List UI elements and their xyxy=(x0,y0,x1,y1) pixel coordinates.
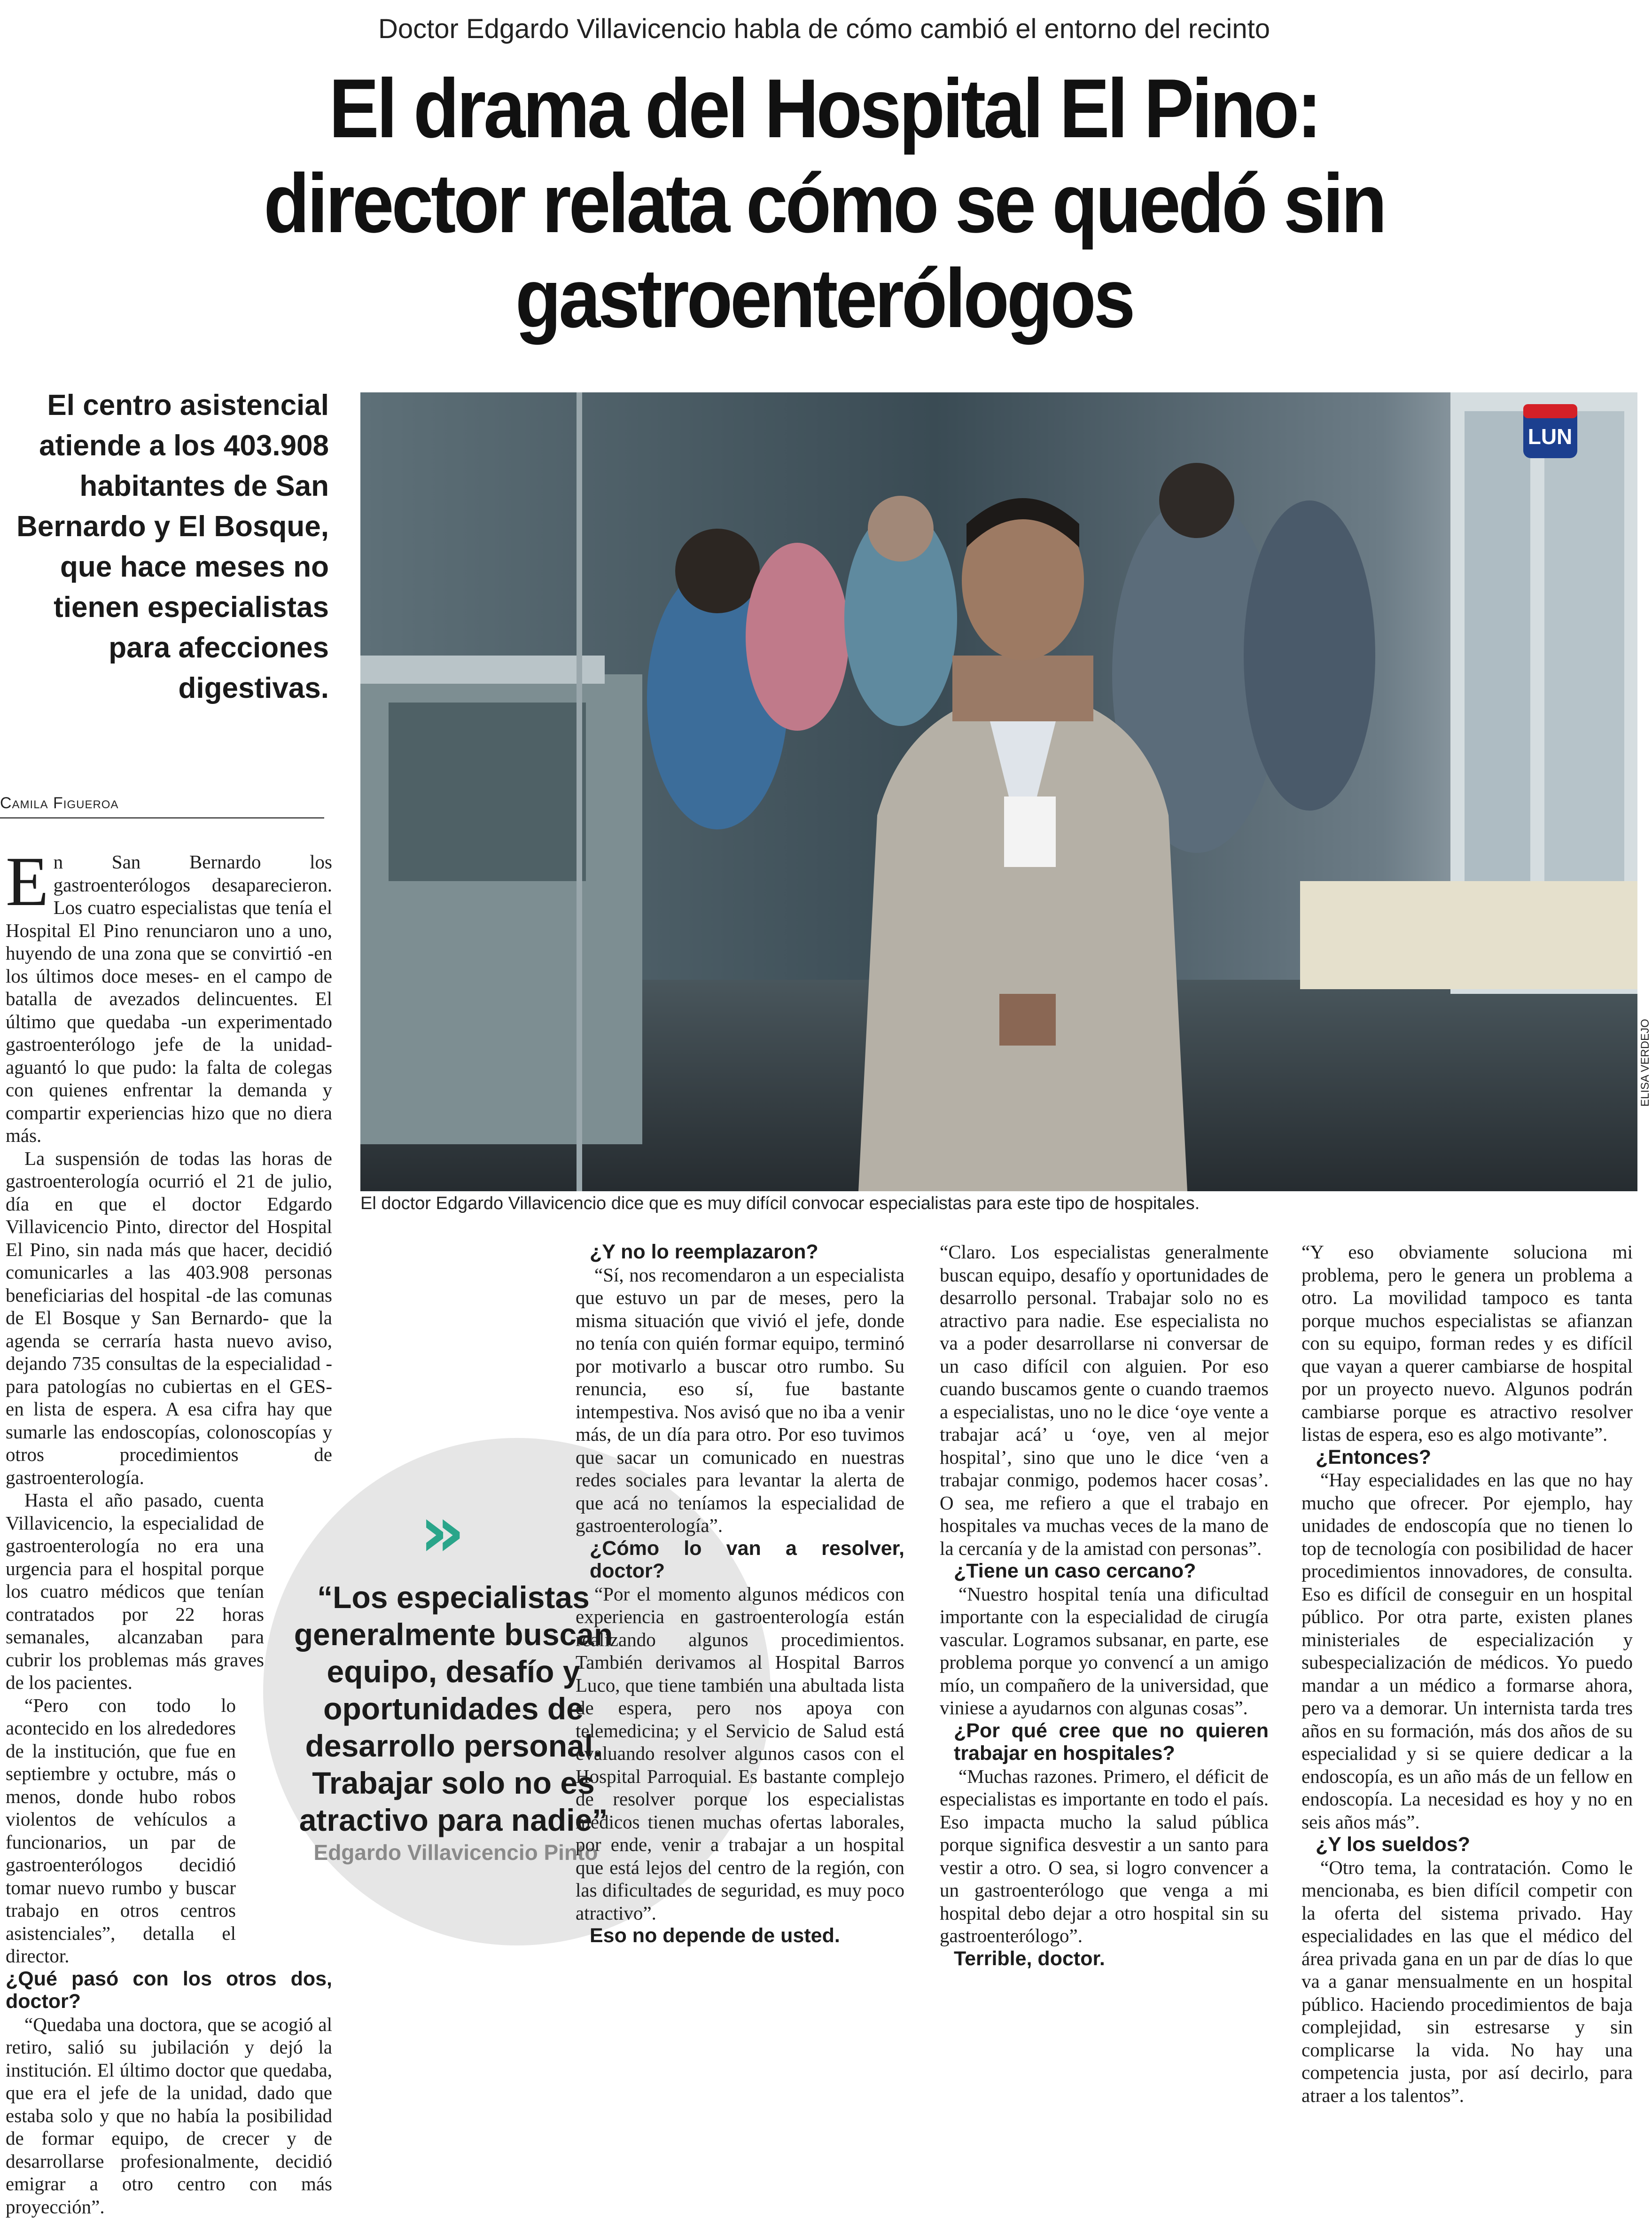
lun-logo xyxy=(1523,404,1577,458)
article-column-4 xyxy=(1301,1241,1633,2107)
double-chevron-icon: » xyxy=(420,1497,465,1567)
question-7: Terrible, doctor. xyxy=(940,1947,1269,1970)
question-3: ¿Cómo lo van a resolver, doctor? xyxy=(576,1537,904,1583)
question-2: ¿Y no lo reemplazaron? xyxy=(576,1241,904,1264)
question-9: ¿Y los sueldos? xyxy=(1301,1833,1633,1856)
paragraph-10: “Muchas razones. Primero, el déficit de especialistas es importante en todo el país. Eso impacta mucho la salud pública porque significa desvestir a un santo para vestir a otro. O sea, si logro convencer a un gastroenterólogo que venga a mi hospital debo dejar a otro hospital sin su gastroenterólogo”. xyxy=(940,1765,1269,1947)
question-1: ¿Qué pasó con los otros dos, doctor? xyxy=(6,1968,332,2013)
paragraph-3: Hasta el año pasado, cuenta Villavicencio, la especialidad de gastroenterología no era una urgencia para el hospital porque los cuatro médicos que tenían contratados por 22 horas semanales, alcanzaban para cubrir los problemas más graves de los pacientes. xyxy=(6,1489,264,1694)
lead-paragraph: El centro asistencial atiende a los 403.908 habitantes de San Bernardo y El Bosque, que hace meses no tienen especialistas para afecciones digestivas. xyxy=(9,385,329,709)
paragraph-1 xyxy=(6,851,332,1147)
photo-caption: El doctor Edgardo Villavicencio dice que es muy difícil convocar especialistas para este tipo de hospitales. xyxy=(360,1194,1637,1214)
article-column-3 xyxy=(940,1241,1269,1970)
paragraph-1-text: n San Bernardo los gastroenterólogos desaparecieron. Los cuatro especialistas que tenía el Hospital El Pino renunciaron uno a uno, huyendo de una zona que se convirtió -en los últimos doce meses- en el campo de batalla de avezados delincuentes. El último que quedaba -un experimentado gastroenterólogo jefe de la unidad- aguantó lo que pudo: la falta de colegas con quienes enfrentar la demanda y compartir experiencias hizo que no diera más. xyxy=(6,851,332,1146)
paragraph-11: “Y eso obviamente soluciona mi problema, pero le genera un problema a otro. La movilidad tampoco es tanta porque muchos especialistas se afianzan con su equipo, forman redes y es difícil que vayan a querer cambiarse de hospital por un proyecto nuevo. Algunos podrán cambiarse porque es atractivo resolver listas de espera, eso es algo motivante”. xyxy=(1301,1241,1633,1446)
kicker: Doctor Edgardo Villavicencio habla de cómo cambió el entorno del recinto xyxy=(0,13,1648,45)
question-4: Eso no depende de usted. xyxy=(576,1924,904,1947)
svg-text:LUN: LUN xyxy=(1528,424,1573,449)
hospital-corridor-photo xyxy=(360,392,1637,1191)
paragraph-8: “Claro. Los especialistas generalmente buscan equipo, desafío y oportunidades de desarrollo personal. Trabajar solo no es atractivo para nadie. Ese especialista no va a poder desarrollarse ni conversar de un caso difícil con alguien. Por eso cuando buscamos gente o cuando traemos a especialistas, uno no le dice ‘oye vente a trabajar acá’ u ‘oye, ven al mejor hospital’, sino que uno le dice ‘ven a trabajar conmigo, podemos hacer cosas’. O sea, me refiero a que el trabajo en hospitales va muchas veces de la mano de la cercanía y de la amistad con personas”. xyxy=(940,1241,1269,1560)
paragraph-7: “Por el momento algunos médicos con experiencia en gastroenterología están realizando algunos procedimientos. También derivamos al Hospital Barros Luco, que tiene también una abultada lista de espera, pero nos apoya con telemedicina; y el Servicio de Salud está evaluando resolver algunos casos con el Hospital Parroquial. Es bastante complejo de resolver porque los especialistas médicos tienen muchas ofertas laborales, por ende, venir a trabajar a un hospital que está lejos del centro de la región, con las dificultades de seguridad, es muy poco atractivo”. xyxy=(576,1583,904,1925)
paragraph-6: “Sí, nos recomendaron a un especialista que estuvo un par de meses, pero la misma situación que vivió el jefe, donde no tenía con quién formar equipo, terminó por motivarlo a buscar otro rumbo. Su renuncia, eso sí, fue bastante intempestiva. Nos avisó que no iba a venir más, de un día para otro. Por eso tuvimos que sacar un comunicado en nuestras redes sociales para levantar la alerta de que acá no teníamos la especialidad de gastroenterología”. xyxy=(576,1264,904,1537)
question-8: ¿Entonces? xyxy=(1301,1446,1633,1469)
headline xyxy=(133,61,1515,346)
headline-line-2: director relata cómo se quedó sin xyxy=(133,156,1515,251)
paragraph-13: “Otro tema, la contratación. Como le mencionaba, es bien difícil competir con la oferta del sistema privado. Hay especialidades en las que el médico del área privada gana en un par de días lo que va a ganar mensualmente en un hospital público. Haciendo procedimientos de baja complejidad, sin estresarse y sin complicarse la vida. No hay una competencia justa, por así decirlo, para atraer a los talentos”. xyxy=(1301,1856,1633,2107)
paragraph-5: “Quedaba una doctora, que se acogió al retiro, salió su jubilación y dejó la institución. El último doctor que quedaba, que era el jefe de la unidad, dado que estaba solo y que no había la posibilidad de formar equipo, de crecer y de desarrollarse profesionalmente, decidió emigrar a otro centro con más proyección”. xyxy=(6,2013,332,2218)
headline-line-1: El drama del Hospital El Pino: xyxy=(133,61,1515,156)
paragraph-12: “Hay especialidades en las que no hay mucho que ofrecer. Por ejemplo, hay unidades de endoscopía que no tienen lo top de tecnología con posibilidad de hacer procedimientos innovadores, de consulta. Eso es difícil de conseguir en un hospital público. Por otra parte, existen planes ministeriales de especialización y subespecialización de médicos. Yo puedo mandar a un médico a formarse ahora, pero va a demorar. Un internista tarda tres años en su formación, más dos años de su especialidad y si se quiere dedicar a la endoscopía, es un año más de un fellow en endoscopía. La necesidad es hoy y no en seis años más”. xyxy=(1301,1468,1633,1833)
question-5: ¿Tiene un caso cercano? xyxy=(940,1560,1269,1583)
drop-cap: E xyxy=(6,853,49,910)
paragraph-9: “Nuestro hospital tenía una dificultad importante con la especialidad de cirugía vascular. Logramos subsanar, en parte, ese problema porque yo convencí a un amigo mío, un compañero de la universidad, que viniese a ayudarnos con algunas cosas”. xyxy=(940,1583,1269,1719)
pull-quote-author: Edgardo Villavicencio Pinto xyxy=(291,1840,620,1866)
article-column-2 xyxy=(576,1241,904,1947)
question-6: ¿Por qué cree que no quieren trabajar en hospitales? xyxy=(940,1719,1269,1765)
article-column-1 xyxy=(6,851,332,2218)
pull-quote-text: “Los especialistas generalmente buscan equipo, desafío y oportunidades de desarrollo personal. Trabajar solo no es atractivo para nadie” xyxy=(277,1579,630,1839)
hero-photo xyxy=(360,392,1637,1191)
paragraph-4: “Pero con todo lo acontecido en los alrededores de la institución, que fue en septiembre y octubre, más o menos, donde hubo robos violentos de vehículos a funcionarios, un par de gastroenterólogos decidió tomar nuevo rumbo y buscar trabajo en otros centros asistenciales”, detalla el director. xyxy=(6,1694,236,1968)
headline-line-3: gastroenterólogos xyxy=(133,251,1515,346)
photo-credit: ELISA VERDEJO xyxy=(1639,1019,1652,1107)
paragraph-2: La suspensión de todas las horas de gastroenterología ocurrió el 21 de julio, día en que el doctor Edgardo Villavicencio Pinto, director del Hospital El Pino, sin nada más que hacer, decidió comunicarles a las 403.908 personas beneficiarias del hospital -de las comunas de El Bosque y San Bernardo- que la agenda se cerraría hasta nuevo aviso, dejando 735 consultas de la especialidad -para patologías no cubiertas en el GES- en lista de espera. A esa cifra hay que sumarle las endoscopías, colonoscopías y otros procedimientos de gastroenterología. xyxy=(6,1147,332,1489)
byline: Camila Figueroa xyxy=(0,794,324,819)
